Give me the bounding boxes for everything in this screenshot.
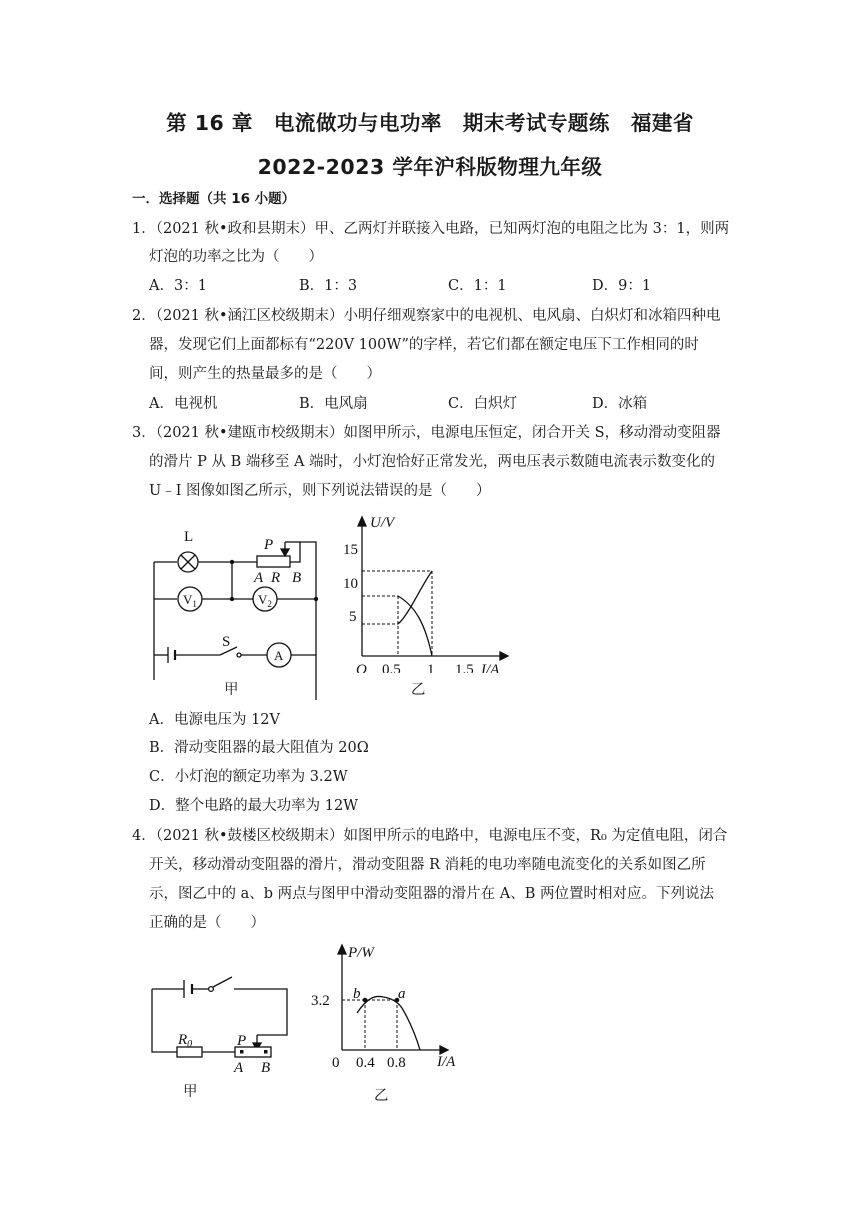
question-3-line-3: U﹣I 图像如图乙所示，则下列说法错误的是（ ） bbox=[149, 483, 491, 499]
question-2-option-c[interactable]: C．白炽灯 bbox=[448, 396, 518, 412]
end-a-label: A bbox=[254, 570, 264, 586]
y-axis-label: U/V bbox=[370, 515, 395, 531]
voltmeter-1-label: $V_1$ bbox=[183, 592, 197, 609]
y-tick-5: 5 bbox=[349, 609, 357, 625]
x-tick-1: 1 bbox=[427, 662, 435, 673]
question-4-line-3: 示，图乙中的 a、b 两点与图甲中滑动变阻器的滑片在 A、B 两位置时相对应。下列说法 bbox=[149, 886, 714, 902]
point-b-label: b bbox=[353, 986, 361, 1002]
x-axis-label: I/A bbox=[437, 1054, 456, 1070]
question-1-option-d[interactable]: D．9：1 bbox=[592, 278, 652, 294]
end-b-label: B bbox=[292, 570, 302, 586]
point-a-label: a bbox=[398, 986, 406, 1002]
slider-label: P bbox=[237, 1033, 247, 1049]
question-1-line-1: 1．（2021 秋•政和县期末）甲、乙两灯并联接入电路，已知两灯泡的电阻之比为 3：1，则两 bbox=[132, 221, 730, 237]
lamp-label: L bbox=[184, 529, 194, 545]
question-2-line-1: 2．（2021 秋•涵江区校级期末）小明仔细观察家中的电视机、电风扇、白炽灯和冰箱四种电 bbox=[132, 308, 721, 324]
x-tick-0-5: 0.5 bbox=[382, 662, 401, 673]
question-2-option-b[interactable]: B．电风扇 bbox=[299, 396, 368, 412]
y-axis-label: P/W bbox=[348, 945, 374, 961]
question-2-option-d[interactable]: D．冰箱 bbox=[592, 396, 648, 412]
resistor-r-label: R bbox=[271, 570, 281, 586]
question-1-option-c[interactable]: C．1：1 bbox=[448, 278, 507, 294]
question-4-line-1: 4．（2021 秋•鼓楼区校级期末）如图甲所示的电路中，电源电压不变，R₀ 为定值电阻，闭合 bbox=[132, 828, 728, 844]
question-4-line-4: 正确的是（ ） bbox=[149, 915, 265, 931]
question-3-circuit-diagram bbox=[140, 520, 340, 700]
question-3-line-1: 3．（2021 秋•建瓯市校级期末）如图甲所示，电源电压恒定，闭合开关 S，移动滑动变阻器 bbox=[132, 425, 721, 441]
question-2-line-2: 器，发现它们上面都标有“220V 100W”的字样，若它们都在额定电压下工作相同的时 bbox=[149, 337, 699, 353]
question-4-circuit-caption: 甲 bbox=[183, 1084, 198, 1100]
question-4-p-i-graph bbox=[305, 938, 480, 1078]
y-tick-15: 15 bbox=[343, 542, 358, 558]
question-3-option-c[interactable]: C．小灯泡的额定功率为 3.2W bbox=[149, 769, 348, 785]
page-title: 第 16 章 电流做功与电功率 期末考试专题练 福建省 bbox=[166, 111, 694, 135]
resistor-r0-label: $R_0$ bbox=[178, 1032, 193, 1050]
question-1-option-b[interactable]: B．1：3 bbox=[299, 278, 358, 294]
section-heading: 一．选择题（共 16 小题） bbox=[132, 191, 296, 207]
slider-label: P bbox=[264, 537, 274, 553]
question-3-line-2: 的滑片 P 从 B 端移至 A 端时，小灯泡恰好正常发光，两电压表示数随电流表示数变化的 bbox=[149, 454, 716, 470]
question-4-circuit-diagram bbox=[140, 965, 300, 1075]
question-3-option-a[interactable]: A．电源电压为 12V bbox=[149, 712, 281, 728]
page-subtitle: 2022-2023 学年沪科版物理九年级 bbox=[257, 155, 603, 179]
x-axis-label: I/A bbox=[481, 662, 500, 673]
x-tick-0-8: 0.8 bbox=[387, 1055, 406, 1071]
switch-label: S bbox=[222, 634, 231, 650]
end-a-label: A bbox=[234, 1060, 244, 1075]
question-1-option-a[interactable]: A．3：1 bbox=[149, 278, 207, 294]
question-4-graph-caption: 乙 bbox=[374, 1088, 389, 1104]
question-4-line-2: 开关，移动滑动变阻器的滑片，滑动变阻器 R 消耗的电功率随电流变化的关系如图乙所 bbox=[149, 857, 706, 873]
origin-label: 0 bbox=[332, 1055, 340, 1071]
question-3-circuit-caption: 甲 bbox=[224, 682, 239, 698]
origin-label: O bbox=[356, 662, 367, 673]
ammeter-label: A bbox=[274, 648, 284, 663]
question-2-line-3: 间，则产生的热量最多的是（ ） bbox=[149, 366, 381, 382]
end-b-label: B bbox=[261, 1060, 271, 1075]
question-3-option-d[interactable]: D．整个电路的最大功率为 12W bbox=[149, 798, 359, 814]
y-tick-3-2: 3.2 bbox=[311, 993, 330, 1009]
question-3-u-i-graph bbox=[340, 508, 525, 673]
question-3-option-b[interactable]: B．滑动变阻器的最大阻值为 20Ω bbox=[149, 740, 369, 756]
question-2-option-a[interactable]: A．电视机 bbox=[149, 396, 218, 412]
question-1-line-2: 灯泡的功率之比为（ ） bbox=[149, 249, 323, 265]
x-tick-1-5: 1.5 bbox=[455, 662, 474, 673]
question-3-graph-caption: 乙 bbox=[411, 682, 426, 698]
y-tick-10: 10 bbox=[343, 576, 358, 592]
x-tick-0-4: 0.4 bbox=[356, 1055, 375, 1071]
voltmeter-2-label: $V_2$ bbox=[258, 592, 272, 609]
